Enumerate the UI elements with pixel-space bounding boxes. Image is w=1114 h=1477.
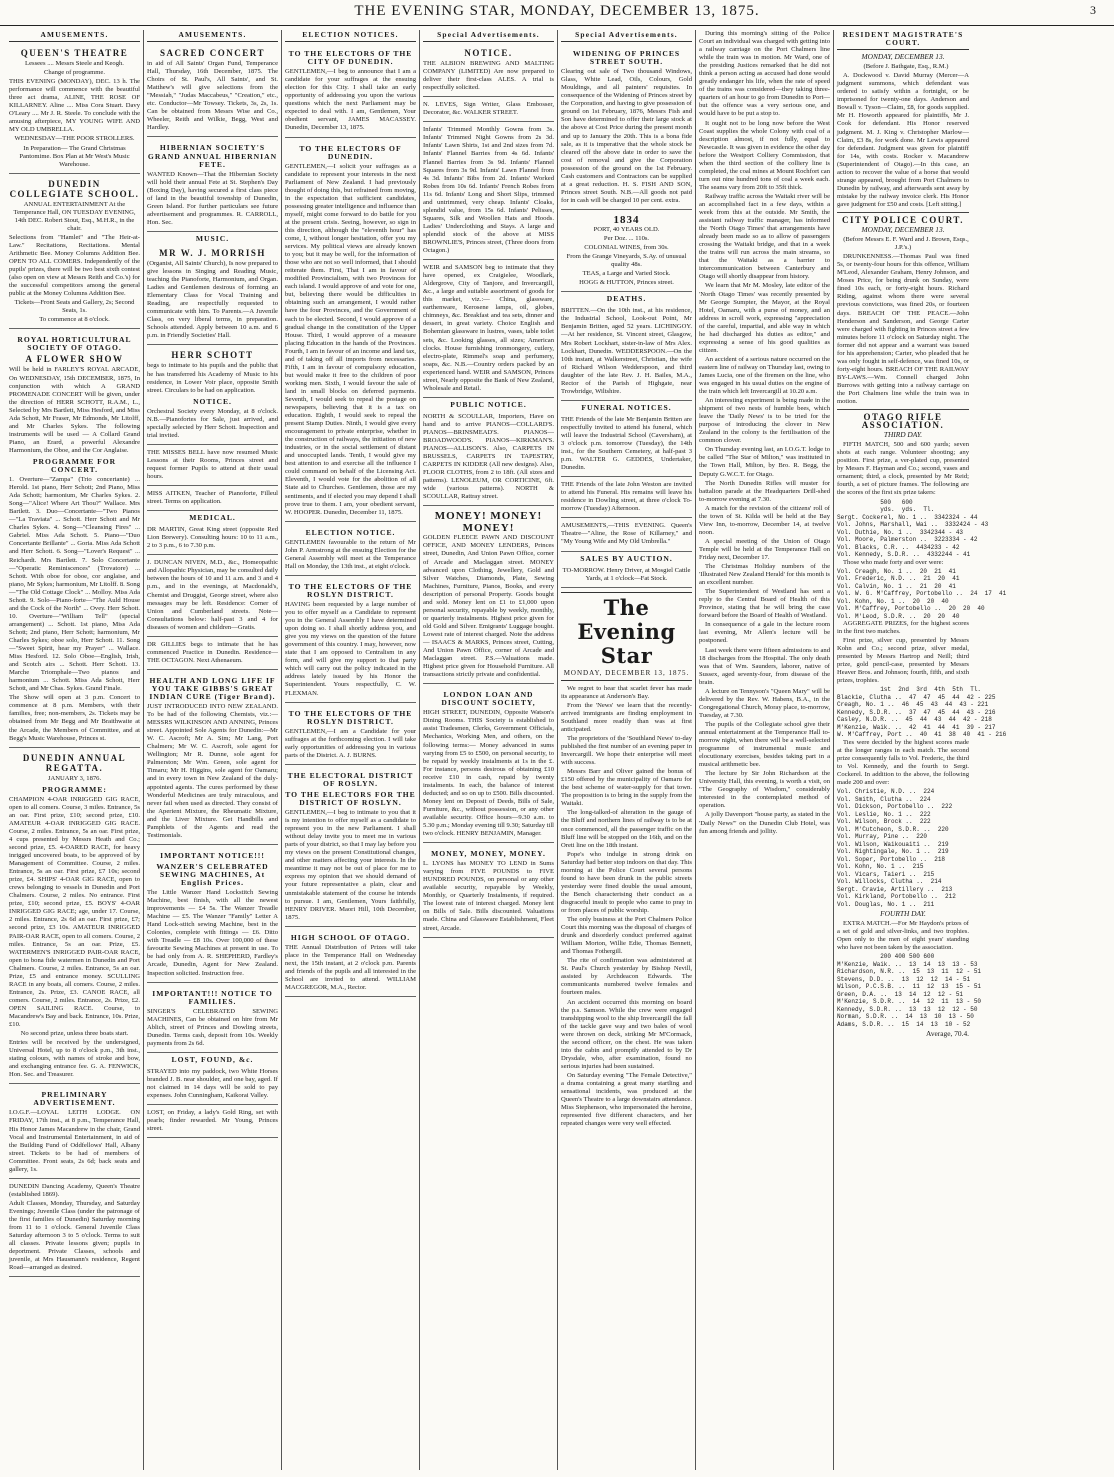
advert-wanzer [147, 847, 278, 983]
news-paragraph: The proprietors of the 'Southland News' to-day published the first number of an evening paper in Invercargill. We hope their enterprise will meet with success. [561, 735, 692, 767]
advert-heading: IMPORTANT NOTICE!!! [160, 850, 265, 860]
advert-horticultural [9, 331, 140, 747]
advert-line: HOGG & HUTTON, Princes street. [579, 279, 674, 287]
advert-collegiate-school [9, 176, 140, 330]
advert-dr-gillies [147, 639, 278, 670]
advert-heading: NOTICE. [193, 396, 232, 406]
advert-body: HAVING been requested by a large number of you to offer myself as a Candidate to represent you in the General Assembly I have determined upon doing so. I shall shortly address you, and give you my views on the question of the future government of this country. I may, however, now state that I am opposed to Centralism in any form, and will give my support to that party which will carry out the policy indicated in the address lately issued by his Honor the Superintendent. Yours respectfully, C. W. FLEXMAN. [285, 601, 416, 697]
report-body: Those who made forty and over were: [843, 558, 944, 566]
advert-line: Tickets—Front Seats and Gallery, 2s; Second Seats, 1s. [14, 299, 135, 315]
column-6 [696, 30, 834, 1470]
advert-misses-bell [147, 447, 278, 486]
advert-body: LOST, on Friday, a lady's Gold Ring, set with pearls; finder rewarded. Mr Young, Princes street. [147, 1109, 278, 1133]
advert-line: COLONIAL WINES, from 30s. [584, 244, 669, 252]
advert-line: PORT, 40 YEARS OLD. [593, 225, 660, 233]
advert-body: NORTH & SCOULLAR, Importers, Have on hand and to arrive PIANOS—COLLARD'S. PIANOS—BRINSMEAD'S. PIANOS—BROADWOOD'S. PIANOS—KIRKMAN'S. PIANOS—ALLISON'S. Also, CARPETS IN BRUSSELS, CARPETS IN TAPESTRY, CARPETS IN KIDDER (All new designs). Also, FLOOR CLOTHS, from 2 to 18ft. (All sizes and patterns). LENOLEUM, OR CORTICINE, 6ft. wide (various patterns). NORTH & SCOULLAR, Rattray street. [423, 412, 554, 501]
news-paragraph: A lecture on Tennyson's "Queen Mary" will be delivered by the Rev. W. Habens, B.A., in the Congregational Church, Moray place, to-morrow, Tuesday, at 7.30. [699, 687, 830, 719]
advert-body: DR GILLIES begs to intimate that he has commenced Practice in Dunedin. Residence—THE OCTAGON. Next Athenaeum. [147, 640, 278, 664]
election-flexman [285, 578, 416, 703]
advert-body: THE Annual Distribution of Prizes will take place in the Temperance Hall on Wednesday next, the 15th instant, at 2 o'clock p.m. Parents and friends of the pupils and all interested in the School are invited to attend. WILLIAM MACGREGOR, M.A., Rector. [285, 943, 416, 991]
news-paragraph: It ought not to be long now before the West Coast supplies the whole Colony with coal of a description almost, if not fully, equal to Newcastle. It was given in evidence the other day before the Westport Colliery Commission, that when the third section of the colliery line is completed, the coal mines at Mount Rochfort can turn out nine hundred tons of coal a week each. The seams vary from 20ft to 35ft thick. [699, 119, 830, 191]
advert-body: (Organist, All Saints' Church), Is now prepared to give lessons in Singing and Reading Music, teaching the Pianoforte, Harmonium, and Organ. Ladies and Gentlemen desirous of forming an Elementary Class for Vocal Training and Reading, are respectfully requested to communicate with him. To Parents.—A Juvenile Class, on very liberal terms, in preparation. Schools attended. Apply between 10 a.m. and 6 p.m. in Friendly Societies' Hall. [147, 259, 278, 340]
advert-heading: MONEY, MONEY, MONEY. [431, 849, 546, 859]
section-heading: DEATHS. [606, 294, 647, 304]
news-paragraph: From the 'News' we learn that the recently-arrived immigrants are finding employment in Southland more readily than was at first anticipated. [561, 701, 692, 733]
advert-heading: ROYAL HORTICULTURAL SOCIETY OF OTAGO. [17, 335, 132, 353]
advert-body: GENTLEMEN,—I beg to announce that I am a candidate for your suffrages at the ensuing election for this City. I shall take an early opportunity of addressing you upon the various questions which the next Parliament may be expected to deal with. I am, Gentlemen, Your obedient servant, JAMES MACASSEY. Dunedin, December 13, 1875. [285, 68, 416, 132]
advert-aitken [147, 488, 278, 511]
advert-queens-theatre [9, 45, 140, 174]
advert-body: THIS EVENING (MONDAY), DEC. 13 h. The performance will commence with the beautiful three act drama, ALINE, THE ROSE OF KILLARNEY. Aline .... Miss Cora Stuart. Davy O'Leary .... Mr J. R. Steele. To conclude with the amusing afterpiece, MY YOUNG WIFE AND MY OLD UMBRELLA. [9, 78, 140, 134]
advert-title: QUEEN'S THEATRE [20, 48, 129, 59]
section-heading: FUNERAL NOTICES. [581, 402, 672, 412]
column-2 [144, 30, 282, 1470]
funeral-weston [561, 479, 692, 518]
advert-heading: LONDON LOAN AND DISCOUNT SOCIETY, [441, 690, 536, 708]
news-paragraph: Messrs Barr and Oliver gained the bonus of £150 offered by the municipality of Oamaru for the best scheme of water-supply for that town. The proposition is to bring in the supply from the Waitaki. [561, 768, 692, 808]
column-7 [834, 30, 1007, 1470]
advert-body: The Little Wanzer Hand Lockstitch Sewing Machine, best finish, with all the newest improvements — £4 5s. The Wanzer Treadle Machine — £5. The Wanzer "Family" Letter A Hand Lock-stitch sewing Machine, best in the Colonies, complete with fittings — £6. Ditto with Treadle — £8 10s. Over 100,000 of these favourite Sewing Machines at present in use. To be had only from A. R. SHEPHERD, Fardley's Arcade, Dunedin, Agent for New Zealand. Inspection solicited. Instruction free. [147, 889, 278, 977]
page-number: 3 [1090, 3, 1096, 17]
advert-heading: TO THE ELECTORS OF DUNEDIN. [299, 143, 402, 161]
advert-line: DUNEDIN Dancing Academy, Queen's Theatre (established 1869). [9, 1182, 140, 1198]
funeral-britten [561, 414, 692, 477]
report-body: FIFTH MATCH, 500 and 600 yards; seven shots at each range. Volunteer shooting; any position. First prize, a ver-plated cup, presented by Messrs F. Hayman and Co.; second, vases and ornament; third, a clock, presented by Mr Reid; fourth, a set of picture frames. The following are the scores of the first six prize takers: [837, 441, 969, 497]
news-paragraph: In consequence of a gale in the lecture room last evening, Mr Allen's lecture will be postponed. [699, 621, 830, 645]
advert-body: DR MARTIN, Great King street (opposite Red Lion Brewery). Consulting hours: 10 to 11 a.m., 2 to 3 p.m., 6 to 7.30 p.m. [147, 526, 278, 550]
advert-body: N. LEVES, Sign Writer, Glass Embosser, Decorator, &c. WALKER STREET. [423, 101, 554, 117]
deaths-notices [561, 305, 692, 401]
advert-schott [147, 347, 278, 444]
news-paragraph: A match for the revision of the citizens' roll of the town of St. Kilda will be held at the Bay View Inn, to-morrow, December 14, at twelve noon. [699, 504, 830, 536]
news-paragraph: Railway traffic across the Waitaki river will be an accomplished fact in a few days, within a week from this at the outside. Mr Smith, the assistant railway traffic manager, has informed the 'North Otago Times' that arrangements have already been made so as to allow of passengers crossing the Waitaki bridge, and that in a week the trains will run across the main streams, so that the Waitaki as a barrier to intercommunication between Canterbury and Otago will shortly disappear from history. [699, 192, 830, 281]
advert-body: Orchestral Society every Monday, at 8 o'clock. N.B.—Pianofortes for Sale, just arrived, and specially selected by Herr Schott. Inspection and trial invited. [147, 407, 278, 439]
election-armstrong [285, 524, 416, 576]
score-table: 200 400 500 600 M'Kenzie, Waik. .. 13 14 13 13 - 53 Richardson, N.R. .. 15 13 11 12 - 51 Stevens, D.D. .. 13 12 12 14 - 51 Wilson, P.C.S.B. .. 11 12 13 15 - 51 Green, D.A. .. 13 14 12 12 - 51 M'Kenzie, S.D.R. .. 14 12 11 13 - 50 Kennedy, S.D.R. .. 13 13 12 12 - 50 Norman, S.D.R. .. 14 13 10 13 - 50 Adams, S.D.R. .. 15 14 13 10 - 52 [837, 953, 982, 1028]
report-body: A. Dockwood v. David Murray (Mercer—A judgment summons, which defendant was ordered to satisfy within a fortnight, or be imprisoned for twenty-one days. Anderson and Bowall v. Tyson—Claim, £8, for goods supplied. Mr H. Howorth appeared for plaintiffs, Mr J. Cook for defendant. His Honor reserved judgment. M. J. King v. Christopher Marlow—Claim, £3 8s, for work done. Mr Lewis appeared for defendant. Judgment was given for plaintiff for 14s, with costs. Rocker v. Macandrew (Superintendent of Otago).—In this case, an action to recover the value of a horse that would strange appeared, brought from Port Chalmers to Dunedin by railway, and afterwards sent away by mistake by the railway invoice clerk. His Honor gave judgment for £50 and costs. [Left sitting.] [837, 72, 969, 208]
page-title: THE EVENING STAR, MONDAY, DECEMBER 13, 1875. [354, 3, 760, 19]
score-table: 500 600 yds. yds. Tl. Sergt. Cockerel, No. 1 .. 3342324 - 44 Vol. Johns, Marshall, Wai .. 3332424 - 43 Vol. Duthie, No. 1 .. 3342344 - 43 Vol. Moore, Palmerston .. 3223334 - 42 Vol. Blacks, C.R. .. 4434233 - 42 Vol. Kennedy, S.D.R. .. 4332244 - 41 [837, 498, 989, 559]
news-paragraph: The North Dunedin Rifles will muster for battalion parade at the Headquarters Drill-shed to-morrow evening at 7.30. [699, 479, 830, 503]
advert-line: Change of programme. [44, 69, 105, 77]
advert-title: NOTICE. [464, 48, 513, 59]
advert-body: Adult Classes, Monday, Thursday, and Saturday Evenings; Juvenile Class (under the patronage of the first families of Dunedin) Saturday morning from 11 to 1 o'clock. General Juvenile Class Saturday afternoon 3 to 5 o'clock. Terms to suit all classes. Private lessons given; pupils in deportment. Private Classes, schools and juvenile, at Mrs Hausmann's residence, Regent Road—arranged as desired. [9, 1199, 140, 1272]
advert-dr-martin [147, 524, 278, 555]
news-paragraph: The pupils of the Collegiate school give their annual entertainment at the Temperance Hall to-morrow night, when there will be a well-selected programme of instrumental music and elocutionary exercises, besides taking part in a musical arithmetic bee. [699, 720, 830, 769]
report-subtitle: THIRD DAY. [883, 430, 923, 440]
page-masthead [0, 0, 1114, 26]
advert-title: SACRED CONCERT [160, 48, 265, 59]
election-burns [285, 705, 416, 765]
advert-heading: TO THE ELECTORS OF THE CITY OF DUNEDIN. [288, 49, 413, 67]
advert-title: DUNEDIN ANNUAL REGATTA. [22, 752, 127, 773]
report-date: MONDAY, DECEMBER 13. [861, 52, 945, 62]
advert-body: Clearing out sale of Two thousand Windows, Glass, White Lead, Oils, Colours, Gold Mouldings, and all painters' requisites. In consequence of the Widening of Princes street by the Corporation, and having to give possession of ground on 1st February, 1876, Messrs Fish and Son have determined to offer their large stock at the above at Cost Price during the present month and up to January the 20th. This is a bona fide sale, as it is imperative that the whole stock be cleared off the above date in order to save the cost of removal and give the Corporation possession of the ground on the 1st February. Cash customers and Contractors can be supplied at a great reduction. H. S. FISH AND SON, Princes street South. N.B.—All goods not paid for in cash will be charged 10 per cent. extra. [561, 68, 692, 204]
advert-preliminary [9, 1086, 140, 1178]
advert-heading: PRELIMINARY ADVERTISEMENT. [33, 1090, 116, 1108]
advert-body: GENTLEMEN,—I beg to intimate to you that it is my intention to offer myself as a candidate to represent you in the new Parliament. I shall without delay invite you to meet me in various parts of your district, so that I may lay before you my views on the present Constitutional changes, and other matters affecting your interests. In the meantime it may not be out of place for me to express my opinion that we should demand of your future representative a plain, clear and unmistakable statement of the course he intends to pursue. I am, Gentlemen, Yours faithfully, HENRY DRIVER. Maori Hill, 10th December, 1875. [285, 809, 416, 921]
column-heading: AMUSEMENTS. [147, 30, 278, 42]
advert-body: CHAMPION 4-OAR INRIGGED GIG RACE, open to all comers. Course, 3 miles. Entrance, 5s an oar. First prize, £10; second prize, £10. AMATEUR 4-OAR INRIGGED GIG RACE. Course, 2 miles. Entrance, 5s an oar. First prize, 4 cups presented by Messrs Heath and Co.; second prize, £5. 4-OARED RACE, for heavy inrigged uncovered boats, to be approved of by Management of Committee. Course, 2 miles. Entrance, 5s an oar. First prize, £7 10s; second prize, £4. SHIPS' 4-OAR GIG RACE, open to crews belonging to vessels in Dunedin and Port Chalmers. Course, 2 miles. No entrance. First prize, £10; second prize, £5. BOYS' 4-OAR INRIGGED GIG RACE; age, under 17. Course, 2 miles. Entrance, 2s 6d an oar. First prize, £7; second prize, £3 10s. AMATEUR INRIGGED PAIR-OAR RACE, open to all comers. Course, 2 miles. Entrance, 5s an oar. Prize, £5. WATERMEN'S INRIGGED PAIR-OAR RACE, open to bona fide watermen in Dunedin and Port Chalmers. Course, 2 miles. Entrance, 5s an oar. Prize, £5 and entrance money. SCULLING RACE in any boats, all comers. Course, 2 miles. Entrance, 2s. Prize, £3. CANOE RACE, all comers. Course, 2 miles. Entrance, 2s. Prize, £2. OPEN SAILING RACE. Course, to Macandrew's Bay and back. Entrance, 10s. Prize, £10. [9, 795, 140, 1029]
advert-line: WEDNESDAY—THE POOR STROLLERS. [14, 135, 135, 143]
score-table: Vol. Christie, N.D. .. 224 Vol. Smith, Clutha .. 224 Vol. Dickson, Portobello .. 222 Vol. Leslie, No. 1 .. 222 Vol. Wilson, Brock .. 222 Vol. M'Cutcheon, S.D.R. .. 220 Vol. Murray, Pine .. 220 Vol. Wilson, Waikouaiti .. 219 Vol. Nightingale, No. 1 .. 219 Vol. Soper, Portobello .. 218 Vol. Kohn, No. 1 .. 215 Vol. Vicars, Taieri .. 215 Vol. Willocks, Clutha .. 214 Sergt. Cravie, Artillery .. 213 Vol. Kirkland, Portobello .. 212 Vol. Douglas, No. 1 .. 211 [837, 788, 956, 908]
advert-heading: HEALTH AND LONG LIFE IF YOU TAKE GIBBS'S GREAT INDIAN CURE (Tiger Brand). [149, 675, 276, 701]
column-heading: AMUSEMENTS. [9, 30, 140, 42]
column-heading: ELECTION NOTICES. [285, 30, 416, 42]
news-paragraph: Last week there were fifteen admissions to and 18 discharges from the Hospital. The only death was that of Wm. Saunders, laborer, native of Sussex, aged seventy-four, from disease of the brain. [699, 646, 830, 686]
advert-morrish [147, 245, 278, 345]
advert-body: THE Friends of the late Mr Benjamin Britten are respectfully invited to attend his funeral, which will leave the Industrial School (Caversham), at 3 o'clock p.m. tomorrow (Tuesday), the 14th inst., for the Southern Cemetery, at half-past 3 p.m. WALTER G. GEDDES, Undertaker, Dunedin. [561, 415, 692, 472]
advert-indian-cure [147, 672, 278, 845]
news-paragraph: We regret to hear that scarlet fever has made its appearance at Anderson's Bay. [561, 684, 692, 700]
election-macassey [285, 45, 416, 137]
rifle-association-report [837, 412, 1007, 1039]
advert-dancing-academy [9, 1181, 140, 1278]
advert-widening [561, 45, 692, 210]
advert-leves [423, 99, 554, 122]
advert-heading: HIGH SCHOOL OF OTAGO. [290, 932, 411, 942]
news-paragraph: The only business at the Port Chalmers Police Court this morning was the disposal of charges of drunk and disorderly conduct preferred against William Morton, Willie Edie, Thomas Bennett, and Thomas Fothergill. [561, 916, 693, 956]
city-police-court-report [837, 216, 969, 406]
advert-body: GENTLEMEN favourable to the return of Mr John P. Armstrong at the ensuing Election for the General Assembly will meet at the Temperance Hall on Monday, the 13th inst., at eight o'clock. [285, 538, 416, 570]
column-4 [420, 30, 558, 1470]
advert-body: Selections from "Hamlet" and "The Heir-at-Law." Recitations, Recitations. Mental Arithmetic Bee. Money Columns Addition Bee. OPEN TO ALL COMERS. Independently of the pupils' prizes, there will be two best sixth contest (also open on view at Messrs Reith and Co.'s) for the successful competitors among the general public at the Money Columns Addition Bee. [9, 233, 140, 298]
advert-sacred-concert [147, 45, 278, 137]
advert-body: THE Friends of the late John Weston are invited to attend his Funeral. His remains will leave his residence in Dowling street, at three o'clock To-morrow (Tuesday) Afternoon. [561, 481, 692, 513]
advert-heading: WANZER'S CELEBRATED SEWING MACHINES, At English Prices. [156, 861, 269, 887]
column-heading: Special Advertisements. [561, 30, 692, 42]
column-5 [558, 30, 696, 1470]
advert-body: TO-MORROW. Henry Driver, at Mosgiel Cattle Yards, at 1 o'clock—Fat Stock. [562, 566, 691, 582]
report-body: AGGREGATE PRIZES, for the highest scores in the first two matches. [837, 620, 969, 636]
report-subtitle: FOURTH DAY. [880, 909, 926, 919]
advert-body: THE ALBION BREWING AND MALTING COMPANY (LIMITED) Are now prepared to deliver their first-class ALES. A trial is respectfully solicited. [423, 60, 554, 92]
report-title: CITY POLICE COURT. [842, 214, 964, 225]
advert-north-scoullar [423, 411, 554, 507]
news-paragraph: The long-talked-of alteration in the gauge of the Bluff and northern lines of railway is to be at once commenced, all the passenger traffic on the Bluff line will be stopped on the 16th, and on the Oreti line on the 18th instant. [561, 809, 692, 849]
advert-title: A FLOWER SHOW [25, 354, 124, 365]
advert-weir-samson [423, 262, 554, 398]
advert-body: WANTED Known—That the Hibernian Society will hold their annual Fete at St. Stephen's Day (Boxing Day), having secured a first class piece of land in the beautiful township of Dunedin, Green Island. For further particulars see future advertisement and programmes. R. CARROLL, Hon. Sec. [147, 170, 278, 226]
advert-brownlie [423, 124, 554, 260]
advert-london-loan [423, 686, 554, 843]
election-driver [285, 767, 416, 927]
advert-body: The Show will open at 3 p.m. Concert to commence at 8 p.m. Members, with their families, free; non-members, 2s. Tickets may be obtained from Mr Begg and Mr Braithwaite at the Arcade, the Members of Committee, and at Begg's Music Warehouse, Princes st. [9, 694, 140, 742]
advert-heading: TO THE ELECTORS FOR THE DISTRICT OF ROSLYN. [285, 789, 416, 807]
advert-hogg-hutton [561, 212, 692, 292]
column-heading: RESIDENT MAGISTRATE'S COURT. [837, 30, 969, 50]
advert-strayed [147, 1066, 278, 1105]
advert-body: GENTLEMEN,—I am a Candidate for your suffrages at the forthcoming election. I will take early opportunities of addressing you in various parts of the District. A. J. BURNS. [285, 727, 416, 759]
advert-body: GOLDEN FLEECE PAWN AND DISCOUNT OFFICE, AND MONEY LENDERS, Princes street, Dunedin, And Union Pawn Office, corner of Arcade and Maclaggan street. MONEY advanced upon Clothing, Jewellery, Gold and Silver Watches, Diamonds, Plate, Sewing Machines, Furniture, Pianos, Books, and every description of personal Property. Goods bought and sold. Money lent on £1 to £1,000 upon personal security, repayable by weekly, monthly, or quarterly instalments. Highest price given for old Gold and Silver. Emigrants' Luggage bought. Lowest rate of interest charged. Note the address— ISAACS & MARKS, Princes street, Cutting, And Union Pawn Office, corner of Arcade and Maclaggan street. P.S.—Valuations made. Highest price given for Household Furniture. All transactions strictly private and confidential. [423, 534, 554, 679]
magistrates-court-report [837, 53, 969, 209]
advert-body: in aid of All Saints' Organ Fund, Temperance Hall, Thursday, 16th December, 1875. The Choirs of St. Paul's, All Saints', and St. Matthew's will give selections from the "Messiah," "Judas Maccabeus," "Creation," etc., etc. Conductor—Mr Towsey. Tickets, 3s, 2s, 1s. Can be obtained from Messrs Wise and Co., Wheeler, Reith and Wilkie, Begg, West and Hardley. [147, 60, 278, 132]
advert-body: BRITTEN.—On the 10th inst., at his residence, the Industrial School, Look-out Point, Mr Benjamin Britten, aged 52 years. LICHINGOY.—At her residence, St. Vincent street, Glasgow, Mrs Robert Lockhart, sister-in-law of Mrs Alex. Lockhart, Dunedin. WEDDERSPOON.—On the 10th instant, at Walkerstreet, Christian, the wife of Richard Wilson Wedderspoon, and third daughter of the late Rev. J. H. Bailes, M.A., Rector of the Parish of Highgate, near Trowbridge, Wiltshire. [561, 307, 692, 395]
news-paragraph: The Superintendent of Westland has sent a reply to the Central Board of Health of this Province, stating that he will bring the case forward before the Board of Health of Westland. [699, 588, 830, 620]
advert-line: From the Grange Vineyards, S.Ay. of unusual quality 48s. [566, 253, 687, 269]
report-body: First prize, silver cup, presented by Messrs Kohn and Co.; second prize, silver medal, presented by Messrs Hartrop and Neill; third prize, gold pencil-case, presented by Messrs Heaver Bros. and Johnson; fourth, fifth, and sixth prizes, trophies. [837, 637, 969, 685]
advert-year: 1834 [613, 213, 640, 226]
advert-body: THE MISSES BELL have now resumed Music Lessons at their Rooms, Princes street and request former Pupils to attend at their usual hours. [147, 448, 278, 481]
news-paragraph: On Saturday evening "The Female Detective," a drama containing a great many startling and sensational incidents, was produced at the Queen's Theatre to a large downstairs attendance. Miss Stephenson, who impersonated the heroine, represented five different characters, and her repeated changes were very well effected. [561, 1071, 692, 1128]
advert-body: begs to intimate to his pupils and the public that he has transferred his Academy of Music to his residence, in Lower Voir place, opposite Smith street. Circulars to be had on application. [147, 362, 278, 394]
advert-heading: THE ELECTORAL DISTRICT OF ROSLYN. [287, 770, 414, 788]
advert-heading: TO THE ELECTORS OF THE ROSLYN DISTRICT. [288, 708, 413, 726]
news-paragraph: The Christmas Holiday numbers of the 'Illustrated New Zealand Herald' for this month is an excellent number. [699, 563, 830, 587]
advert-albion-brewing [423, 45, 554, 97]
news-paragraph: A special meeting of the Union of Otago Temple will be held at the Temperance Hall on Friday next, December 17. [699, 537, 830, 561]
advert-heading: PROGRAMME FOR CONCERT. [32, 456, 117, 475]
advert-heading: PROGRAMME: [42, 784, 107, 794]
news-paragraph: The rite of confirmation was administered at St. Paul's Church yesterday by Bishop Nevill, assisted by Archdeacon Edwards. The communicants numbered twelve females and fourteen males. [561, 957, 692, 997]
advert-lyons [423, 845, 554, 937]
advert-heading: WIDENING OF PRINCES STREET SOUTH. [572, 49, 681, 67]
divider [837, 212, 969, 213]
advert-line: ANNUAL ENTERTAINMENT At the Temperance Hall, ON TUESDAY EVENING, 14th DEC. Robert Stout, Esq., M.H.R., in the chair. [13, 200, 136, 232]
advert-heading: TO THE ELECTORS OF THE ROSLYN DISTRICT. [288, 581, 413, 599]
news-paragraphs [561, 685, 692, 1129]
advert-body: 1. Overture—"Zampa" (Trio concertante) ... Herold. 1st piano, Herr Schott; 2nd Piano, Miss Ada Schott; harmonium, Mr Charles Sykes. 2. Song—"Alice! Where Art Thou?" Wallace. Mrs Bartlett. 3. Duo—Concertante—"Two Pianos—"La Traviata" ... Schott. Herr Schott and Mr Charles Sykes. 4. Song—"Cleansing Fires" ... Gabriel. Miss Ada Schott. 5. Piano—"Duo Concertante Brillante" ... Goria. Miss Ada Schott and Herr Schott. 6. Song—"Lover's Request" ... Reichardt. Mrs Bartlett. 7. Solo Concertante—"Operatic Reminiscences" (Trovatore) ... Schott. With oboe for oboe, cor anglaise, and piano, Mr Sykes; harmonium, Mr Litolff. 8. Song—"The Old Cottage Clock" ... Molloy. Miss Ada Schott. 9. Solo—Piano-forte—"The Auld House and the Cock of the North" ... Ovey. Herr Schott. 10. Overture—"William Tell" (special arrangement) ... Schott. 1st piano, Miss Ada Schott; 2nd piano, Herr Schott; harmonium, Mr Charles Sykes; oboe solo, Herr Schott. 11. Song—"Sweet Spirit, hear my Prayer" ... Wallace. Miss Hesford. 12. Solo Oboe—English, Irish, and Scotch airs ... Schott. Herr Schott. 13. Marche Triomphale—Two pianos and harmonium ... Schott. Miss Ada Schott, Herr Schott, and Mr Chas. Sykes. Grand Finale. [9, 476, 140, 693]
advert-heading: IMPORTANT!!! NOTICE TO FAMILIES. [152, 988, 273, 1006]
section-heading: MEDICAL. [189, 513, 236, 523]
report-bench: (Before Messrs E. F. Ward and J. Brown, Esqs., J.P.'s.) [843, 236, 969, 252]
news-paragraph: An accident of a serious nature occurred on the eastern line of railway on Thursday last, owing to James Lucia, one of the firemen on the line, who was engaged in his usual duties on the engine of the train which left Invercargill at 10.20 a.m. [699, 355, 830, 396]
section-heading: MUSIC. [195, 233, 230, 243]
report-body: Ties were decided by the highest scores made at the longer ranges in each match. The second prize consequently falls to Vol. Frederic, the third to Vol. Kennedy, and the fourth to Sergt. Cockerel. In addition to the above, the following made 200 and over: [837, 738, 969, 787]
news-paragraph: The lecture by Sir John Richardson at the University Hall, this evening, is worth a visit, on "The Geography of Wisdom," considerably interested in the contemplated method of operation. [699, 770, 830, 810]
news-paragraph: During this morning's sitting of the Police Court an individual was charged with getting into a railway carriage on the Port Chalmers line while the train was in motion. Mr Ward, one of the presiding Justices remarked that he did not think a person acting as accused had done would greatly endanger his life, when the rate of speed of the trains was considered—they taking three-quarters of an hour to go from Dunedin to Port—but the offence was a very serious one, and would have to be put a stop to. [699, 30, 830, 118]
election-hooper [285, 140, 416, 522]
advert-body: GENTLEMEN,—I solicit your suffrages as a candidate to represent your interests in the next Parliament of New Zealand. I had previously thought of doing this, but refrained from moving, in the expectation that sufficient candidates, possessing greater intelligence and influence than myself, might come forward to do battle for you at the present crisis. Seeing, however, so sign in this direction, although the "eleventh hour" has come, I, without longer hesitation, offer you my services. My political views are already known to you; but it may be well, for the information of those who are not so well informed, that I should reiterate them. First, That I am in favour of modified Provincialism, with two Provinces for each island. I would approve of and vote for one, but, believing there would be difficulties in obtaining such an arrangement, I would rather have the four Provinces, and the Government of each to be elected. Second, I would approve of a gradual change in the constitution of the Upper House. Third, I would approve of a measure placing Education in the hands of the Provinces. Fourth, I am in favour of an income and land tax, and of taking off all imports from necessaries. Fifth, I am in favour of compulsory education, but would make it free to the children of poor working men. Sixth, I would favour the sale of land in small blocks on deferred payments. Seventh, I would seek to repeal the postage on newspapers, believing that it is a tax on education. Eighth, I would seek to repeal the present Stamp Duties. Ninth, I would give every encouragement to private enterprise, whether in the construction of railways, the initiation of new industries, or in the social settlement of distant and unoccupied lands. Tenth, I would give my best attention to and exercise all the influence I could command on behalf of the Licensing Act. Eleventh, I would vote for the abolition of all State aid to Churches. Gentlemen, those are my sentiments, and if elected you may depend I shall prove true to them. I am, your obedient servant, W. HOOPER. Dunedin, December 11, 1875. [285, 162, 416, 516]
advert-body: J. DUNCAN NIVEN, M.D., &c., Homeopathic and Allopathic Physician, may be consulted daily between the hours of 10 and 11 a.m. and 3 and 4 p.m., and in the evenings, at Macdonald's, Chemist and Druggist, George street, where also messages may be left. Residence: Corner of Union and Cumberland streets. Note—Consultations below: half-past 3 and 4 for diseases of women and children—Gratis. [147, 559, 278, 631]
advert-title: DUNEDIN COLLEGIATE SCHOOL. [9, 178, 140, 199]
report-body: DRUNKENNESS.—Thomas Paul was fined 5s, or twenty-four hours for this offence, William M'Leod, Alexander Graham, Henry Johnson, and Moses Price, for being drunk on Sunday, were fined 10s each, or forty-eight hours. Richard Riding, against whom there were several previous convictions, was fined 20s, or fourteen days. BREACH OF THE PEACE.—John Henderson and Sanderson, and George Carter were charged with fighting in Princes street a few minutes before 11 o'clock on Saturday night. The former did not appear and a warrant was issued for his apprehension; Carter, who pleaded that he was only fought in self-defence, was fined 10s, or forty-eight hours. BREACH OF THE RAILWAY BY-LAWS.—Wm. Connell charged John Burrows with getting into a railway carriage on the Port Chalmers line while the train was in motion. [837, 253, 969, 406]
report-body: EXTRA MATCH.—For Mr Haydon's prizes of a set of gold and silver-links, and two trophies. Open only to the men of eight years' standing who have not been taken by the association. [837, 920, 969, 952]
section-heading: PUBLIC NOTICE. [450, 399, 527, 409]
advert-dr-niven [147, 557, 278, 636]
advert-body: AMUSEMENTS,—THIS EVENING. Queen's Theatre—"Aline, the Rose of Killarney," and "My Young Wife and My Old Umbrella." [561, 522, 692, 546]
advert-line: Per Doz. ... 110s. [603, 234, 650, 242]
advert-line: JANUARY 3, 1876. [47, 774, 102, 782]
news-paragraphs [699, 30, 830, 836]
advert-line: Lessees .... Messrs Steele and Keogh. [25, 60, 124, 68]
advert-high-school [285, 929, 416, 997]
advert-line: TEAS, a Large and Varied Stock. [582, 270, 671, 278]
advert-heading: HIBERNIAN SOCIETY'S GRAND ANNUAL HIBERNIAN FETE. [147, 143, 278, 169]
news-paragraph: On Thursday evening last, an I.O.G.T. lodge to be called "The Star of Milton," was instituted in the Town Hall, Milton, by Bro. R. Begg, the Deputy G.W.C.T. for Otago. [699, 446, 830, 478]
paper-nameplate [561, 592, 692, 681]
news-paragraph: We learn that Mr M. Mosley, late editor of the 'North Otago Times' was recently presented by Mr George Sumpter, the Mayor, at the Royal Hotel, Oamaru, with a purse of money, and an address in scroll work, expressing "appreciation of the careful, impartial, and able way in which he had discharged his duties as editor," and expressing a sense of his good qualities as citizen. [699, 282, 830, 354]
news-paragraph: A jolly Davenport "house party, as stated in the 'Daily News'" on the Dunedin Club Hotel, was fun among friends and jollity. [699, 811, 830, 835]
average-score: Average, 70.4. [926, 1029, 969, 1039]
report-bench: (Before J. Bathgate, Esq., R.M.) [863, 63, 949, 71]
advert-body: SINGER'S CELEBRATED SEWING MACHINES, Can be obtained on hire from Mr Ablich, street of Princes and Dowling streets, Dunedin. Terms cash, deposit from 10s. Weekly payments from 2s 6d. [147, 1007, 278, 1047]
news-paragraph: An interesting experiment is being made in the shipment of two nests of humble bees, which leave the 'Daily News' is to be tried for the purpose of introducing the clover in New Zealand in the colony is the fertilisation of the common clover. [699, 397, 830, 445]
amusements-this-evening [561, 520, 692, 551]
advert-body: Entries will be received by the undersigned, Universal Hotel, up to 8 o'clock p.m., 3th inst., stating colours, with names of stroke and bow, and exchanging entrance fee. G. A. FENWICK, Hon. Sec. and Treasurer. [9, 1039, 140, 1079]
advert-line: To commence at 8 o'clock. [39, 316, 110, 324]
news-paragraph: Pope's who indulge in strong drink on Saturday had better stop indoors on that day. This morning at the Police Court several persons found to have been drunk in the public streets yesterday were fined double the usual amount, the Bench characterising their conduct as a disgraceful insult to people who came to pray in or from places of public worship. [561, 850, 692, 914]
advert-body: I.O.G.F.—LOYAL LEITH LODGE. ON FRIDAY, 17th inst., at 8 p.m., Temperance Hall, His Honor James Macandrew in the chair, Grand Vocal and Instrumental Entertainment, in aid of the Building Fund of Oddfellows' Hall, Albany street. Tickets to be had of members of Committee. Front seats, 2s 6d; back seats and gallery, 1s. [9, 1109, 140, 1173]
advert-heading: ELECTION NOTICE. [305, 527, 396, 537]
section-heading: SALES BY AUCTION. [580, 553, 673, 563]
column-heading: Special Advertisements. [423, 30, 554, 42]
advert-regatta [9, 750, 140, 1085]
advert-lost-ring [147, 1107, 278, 1138]
sales-by-auction [561, 565, 692, 588]
advert-line: No second prize, unless three boats start. [20, 1030, 129, 1038]
score-table: Vol. Creagh, No. 1 .. 20 21 41 Vol. Frederic, N.D. .. 21 20 41 Vol. Calvin, No. 1 .. 21 20 41 Vol. W. G. M'Caffrey, Portobello .. 24 17 41 Vol. Kohn, No. 1 .. 20 20 40 Vol. M'Caffrey, Portobello .. 20 20 40 Vol. M'Leod, S.D.R. .. 20 20 40 [837, 567, 1007, 620]
advert-body: HIGH STREET, DUNEDIN, Opposite Watson's Dining Rooms. THIS Society is established to assist Tradesmen, Clerks, Government Officials, Mechanics, Working Men, and others, on the following terms:— Money advanced in sums varying from £5 to £500, on personal security, to be repaid by weekly instalments at 1s in the £. For instance, persons desirous of obtaining £10 receive £10 in cash, repaid by twenty instalments. In each, the balance of interest deducted; and so on up to £500. Bills discounted. Money lent on Deposit of Deeds, Bills of Sale, Furniture, &c., without possession, or any other available security. Office hours—9.30 a.m. to 5.30 p.m.; Monday evening till 9.30; Saturday till two o'clock. HENRY BENJAMIN, Manager. [423, 709, 554, 838]
advert-body: Will be held in FARLEY'S ROYAL ARCADE, On WEDNESDAY, 15th DECEMBER, 1875, In conjunction with which A GRAND PROMENADE CONCERT Will be given, under the direction of HERR SCHOTT, R.A.M., L., Selected by Mrs Bartlett, Miss Hesford, and Miss Ada Schott, Mr Fraser, Mr Edmonds, Mr Litolff, and Mr Charles Sykes. The following instruments will be used — A Collard Grand Piano, an Erard, a powerful Alexandre Harmonium, the Oboe, and the Cor Anglaise. [9, 366, 140, 454]
section-heading: LOST, FOUND, &c. [171, 1054, 254, 1064]
advert-body: L. LYONS has MONEY TO LEND in Sums varying from FIVE POUNDS to FIVE HUNDRED POUNDS, on personal or any other available security, repayable by Weekly, Monthly, or Quarterly Instalments, if required. The lowest rate of interest charged. Money lent on Bills of Sale. Bills discounted. Valuations made. China and Glassware Establishment, Fleet street, Arcade. [423, 860, 554, 932]
column-3 [282, 30, 420, 1470]
report-title: OTAGO RIFLE ASSOCIATION. [861, 412, 945, 431]
advert-line: In Preparation— The Grand Christmas Pantomime. Box Plan at Mr West's Music Warehouse. [19, 144, 130, 168]
paper-name: The Evening Star [577, 594, 676, 668]
score-table: 1st 2nd 3rd 4th 5th Tl. Blackie, Clutha .. 47 47 45 44 42 - 225 Creagh, No. 1 .. 46 45 43 44 43 - 221 Kennedy, S.D.R. .. 37 47 45 44 43 - 216 Casley, N.D.R. .. 45 44 43 44 42 - 218 M'Kenzie, Waik. .. 42 41 44 41 39 - 217 W. M'Caffrey, Port .. 40 41 38 40 41 - 216 [837, 686, 1007, 739]
news-paragraph: An accident occurred this morning on board the p.s. Samson. While the crew were engaged transhipping wool to the ship Invercargill the fall of the tackle gave way and two bales of wool were thrown on deck, striking Mr M'Cormack, the second officer, on the chest. He was taken into the cabin and promptly attended to by Dr Drysdale, who, after examination, found no serious injuries had been sustained. [561, 998, 692, 1070]
advert-title: MR W. J. MORRISH [159, 247, 266, 258]
advert-body: STRAYED into my paddock, two White Horses branded J. B. near shoulder, and one bay, aged. If not claimed in 14 days will be sold to pay expenses. John Cunningham, Kaikorai Valley. [147, 1067, 278, 1100]
advert-body: WEIR and SAMSON beg to intimate that they have opened, ex Craigielee, Woodlark, Aldergrove, City of Tanjore, and Invercargill, &c., a large and suitable assortment of goods for this market, viz.:— China, glassware, earthenware, Kerosene lamps, oil, globes, chimneys, &c. Breakfast and tea sets, dinner and dessert, in great variety. Choice English and Bohemian glassware in lustres, vases, table toilet sets, &c. Looking glasses, all sizes; American clocks. House furnishing ironmongery, cutlery, electro-plate, Rimmel's soap and perfumery, soaps, &c. N.B.—Country orders packed by an experienced hand. WEIR and SAMSON, Princes street, Nearly opposite the Bank of New Zealand, Wholesale and Retail. [423, 264, 554, 392]
advert-title: MONEY! MONEY! MONEY! [434, 510, 543, 535]
advert-hibernian [147, 139, 278, 231]
advert-singer [147, 985, 278, 1053]
report-date: MONDAY, DECEMBER 13. [861, 225, 945, 235]
column-1 [6, 30, 144, 1470]
divider [837, 409, 969, 410]
advert-body: JUST INTRODUCED INTO NEW ZEALAND. To be had of the following Chemists, viz.:—MESSRS WILKINSON AND ANNING, Princes street. Appointed Sole Agents for Dunedin:—Mr W. C. Ascroft; Mr A. Sim; Mr Lang, Port Chalmers; Mr W. C. Ascroft, sole agent for Wellington; Mr R. Dunne, sole agent for Palmerston; Mr Wm. Green, sole agent for Timaru; Mr H. Higgins, sole agent for Oamaru; and in every town in New Zealand of the duly-appointed agents. The cures performed by these Wonderful Medicines are truly miraculous, and never fail when used as directed. They consist of the Aperient Mixture, the Rheumatic Mixture, and the Liver Mixture. Get Handbills and Pamphlets of the Agents and read the Testimonials. [147, 703, 278, 839]
advert-golden-fleece [423, 508, 554, 684]
advert-body: MISS AITKEN, Teacher of Pianoforte, Filleul street. Terms on application. [147, 490, 278, 506]
advert-body: Infants' Trimmed Monthly Gowns from 3s. Infants' Trimmed Night Gowns from 2s 3d. Infants' Lawn Shirts, 1st and 2nd sizes from 7d. Infants' Flannel Barries from 4s 6d. Infants' Flannel Barries from 3s 9d. Infants' Flannel Squares from 3s 9d. Infants' Lawn Flannel from 4s 3d. Infants' Bibs from 2d. Infants' Worked Robes from 10s 6d. Infants' French Robes from 11s 6d. Infants' Long and Short Slips, trimmed and untrimmed, very cheap. Infants' Cloaks, splendid value, from 15s 6d. Infants' Pelisses, Squares, Silk and Woollen Hats and Hoods. Ladies' Underclothing and Stays. A large and splendid stock of the above at MISS BROWNLIE'S, Princes street, (Three doors from Octagon.) [423, 126, 554, 255]
paper-date: MONDAY, DECEMBER 13, 1875. [563, 668, 690, 677]
advert-title: HERR SCHOTT [171, 350, 254, 361]
newspaper-columns [6, 30, 1110, 1470]
